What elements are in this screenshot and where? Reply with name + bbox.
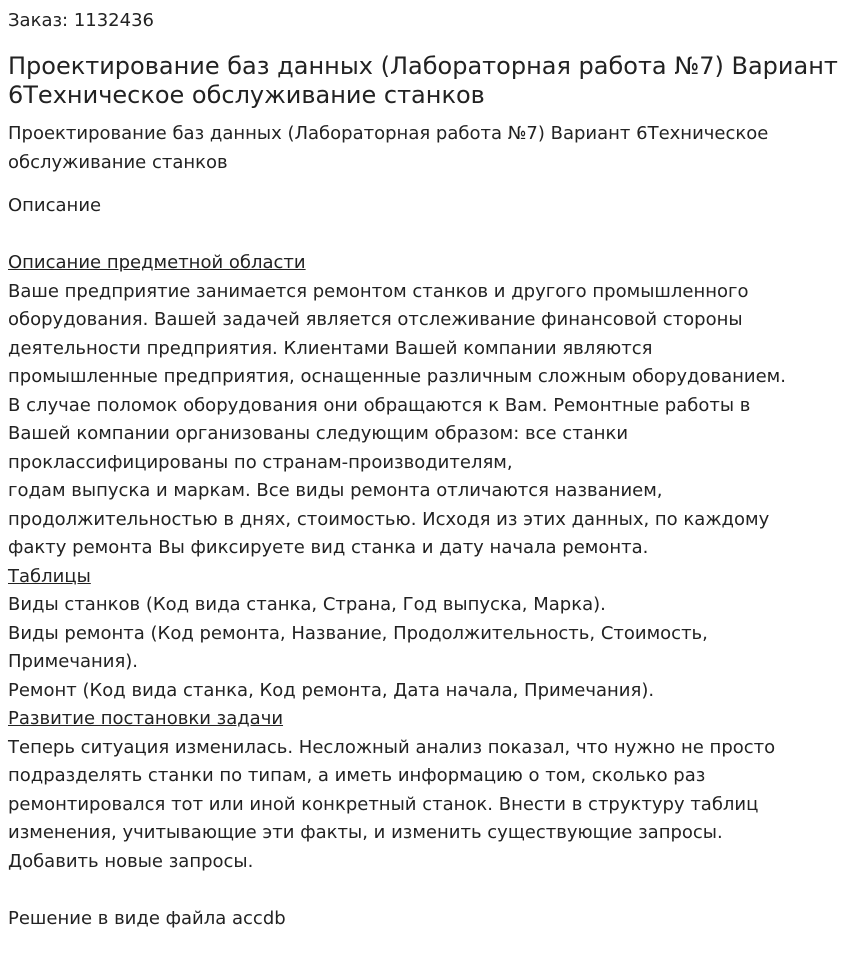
development-line: Теперь ситуация изменилась. Несложный анализ показал, что нужно не просто [8,736,776,758]
tables-line: Виды ремонта (Код ремонта, Название, Продолжительность, Стоимость, [8,622,708,644]
development-line: изменения, учитывающие эти факты, и изменить существующие запросы. [8,822,723,843]
domain-line: Вашей компании организованы следующим образом: все станки [8,423,629,444]
domain-line: продолжительностью в днях, стоимостью. Исходя из этих данных, по каждому [8,508,770,530]
description-heading: Описание [8,195,102,216]
domain-line: В случае поломок оборудования они обращаются к Вам. Ремонтные работы в [8,394,751,416]
order-number: Заказ: 1132436 [8,10,154,31]
domain-line: годам выпуска и маркам. Все виды ремонта отличаются названием, [8,480,663,501]
tables-line: Ремонт (Код вида станка, Код ремонта, Дата начала, Примечания). [8,679,655,701]
domain-line: Ваше предприятие занимается ремонтом станков и другого промышленного [8,280,749,302]
domain-line: оборудования. Вашей задачей является отслеживание финансовой стороны [8,309,743,330]
tables-line: Виды станков (Код вида станка, Страна, Год выпуска, Марка). [8,594,606,615]
spacer [8,876,839,905]
development-heading: Развитие постановки задачи [8,708,284,729]
domain-line: промышленные предприятия, оснащенные различным сложным оборудованием. [8,366,786,387]
development-text [8,734,839,877]
tables-heading: Таблицы [8,565,91,587]
page-subtitle: Проектирование баз данных (Лабораторная работа №7) Вариант 6Техническое обслуживание станков [8,123,769,173]
domain-line: проклассифицированы по странам-производителям, [8,451,513,473]
domain-line: факту ремонта Вы фиксируете вид станка и дату начала ремонта. [8,537,649,558]
development-line: Добавить новые запросы. [8,850,254,872]
development-line: подразделять станки по типам, а иметь информацию о том, сколько раз [8,765,706,786]
domain-line: деятельности предприятия. Клиентами Вашей компании являются [8,337,653,359]
description-body [8,249,839,933]
solution-text: Решение в виде файла accdb [8,907,286,929]
domain-heading: Описание предметной области [8,252,306,273]
tables-text [8,591,839,705]
domain-text [8,278,839,563]
development-line: ремонтировался тот или иной конкретный станок. Внести в структуру таблиц [8,793,759,815]
tables-line: Примечания). [8,651,139,672]
page-title: Проектирование баз данных (Лабораторная работа №7) Вариант 6Техническое обслуживание станков [8,52,838,109]
